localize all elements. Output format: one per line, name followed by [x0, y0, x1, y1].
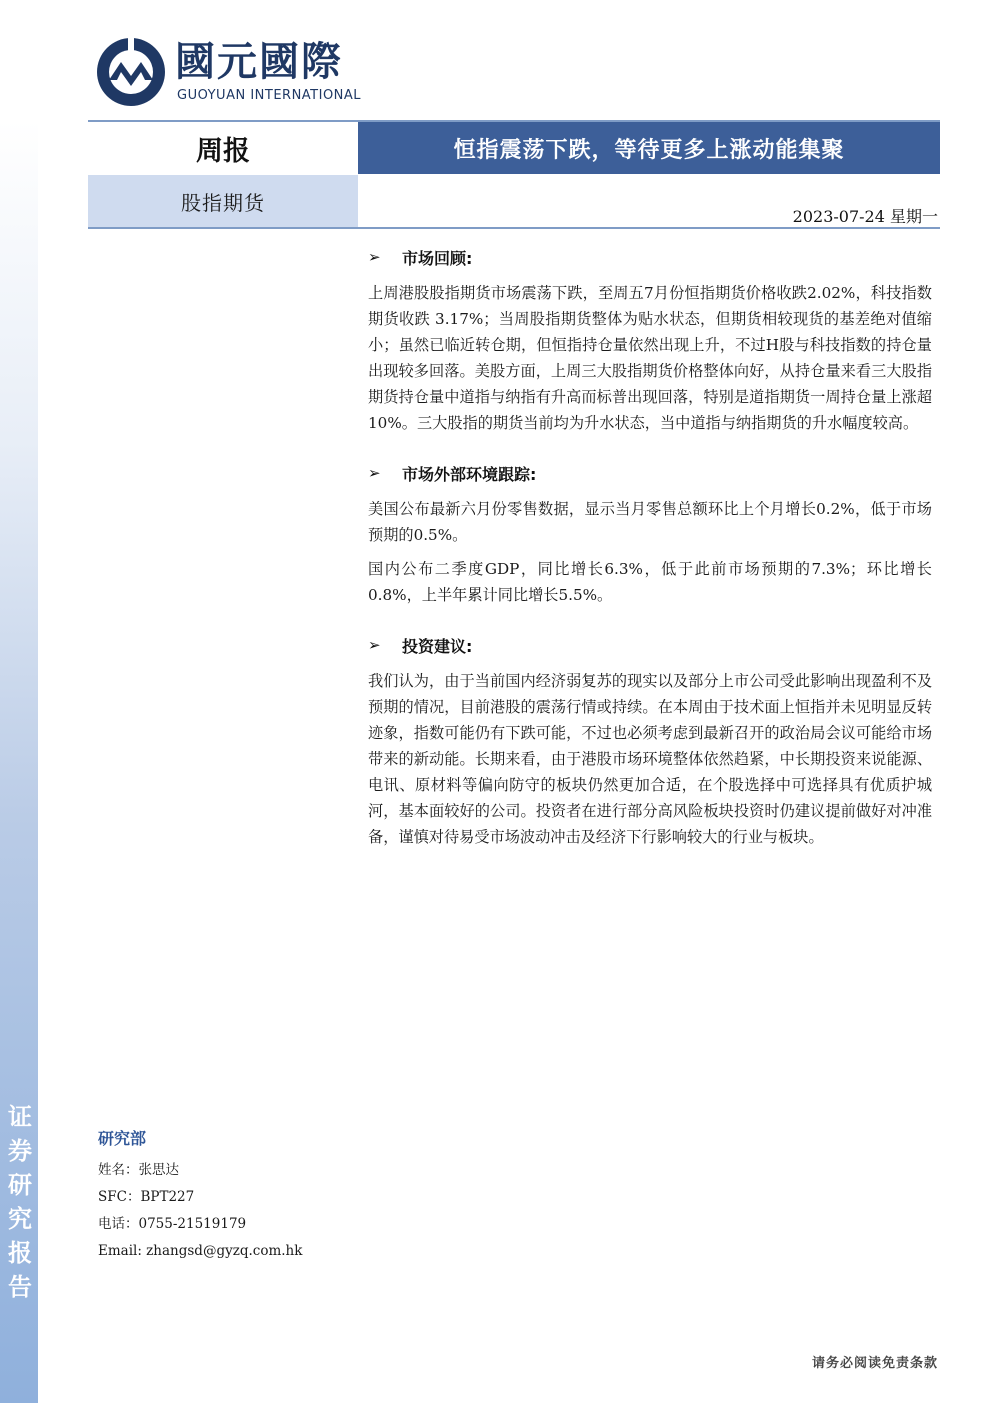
analyst-name: 姓名：张思达 [98, 1162, 179, 1178]
logo-mark-icon [95, 36, 167, 108]
analyst-phone: 电话：0755-21519179 [98, 1216, 247, 1232]
paragraph: 国内公布二季度GDP，同比增长6.3%，低于此前市场预期的7.3%；环比增长0.8%，上半年累计同比增长5.5%。 [368, 560, 932, 604]
section-heading [368, 628, 932, 662]
paragraph: 我们认为，由于当前国内经济弱复苏的现实以及部分上市公司受此影响出现盈利不及预期的情况，目前港股的震荡行情或持续。在本周由于技术面上恒指并未见明显反转迹象，指数可能仍有下跌可能，不过也必须考虑到最新召开的政治局会议可能给市场带来的新动能。长期来看，由于港股市场环境整体依然趋紧，中长期投资来说能源、电讯、原材料等偏向防守的板块仍然更加合适，在个股选择中可选择具有优质护城河，基本面较好的公司。投资者在进行部分高风险板块投资时仍建议提前做好对冲准备，谨慎对待易受市场波动冲击及经济下行影响较大的行业与板块。 [368, 672, 932, 846]
disclaimer-link[interactable]: 请务必阅读免责条款 [811, 1356, 938, 1371]
report-category: 股指期货 [88, 175, 358, 227]
side-label [4, 1100, 36, 1304]
side-label-char: 告 [8, 1273, 32, 1301]
section-heading-text: 市场外部环境跟踪: [402, 464, 537, 484]
company-logo [95, 36, 365, 108]
section-heading-text: 市场回顾: [402, 248, 473, 268]
section-heading [368, 240, 932, 274]
report-date: 2023-07-24 星期一 [792, 207, 938, 226]
paragraph: 美国公布最新六月份零售数据，显示当月零售总额环比上个月增长0.2%，低于市场预期的0.5%。 [368, 500, 932, 544]
arrow-bullet-icon: ➢ [368, 248, 381, 266]
analyst-sfc: SFC：BPT227 [98, 1189, 195, 1205]
arrow-bullet-icon: ➢ [368, 636, 381, 654]
research-contact [98, 1126, 302, 1265]
logo-name-en: GUOYUAN INTERNATIONAL [177, 88, 362, 103]
section-heading [368, 456, 932, 490]
report-type: 周报 [196, 135, 250, 167]
side-label-char: 报 [8, 1239, 32, 1267]
side-label-char: 研 [8, 1171, 32, 1199]
logo-name-cn: 國元國際 [175, 39, 343, 85]
report-body [368, 240, 932, 858]
side-label-char: 证 [8, 1103, 32, 1131]
report-title: 恒指震荡下跌，等待更多上涨动能集聚 [358, 122, 940, 174]
header-bottom-rule [88, 227, 940, 229]
analyst-email[interactable]: Email: zhangsd@gyzq.com.hk [98, 1243, 303, 1259]
side-label-char: 券 [8, 1137, 32, 1165]
paragraph: 上周港股股指期货市场震荡下跌，至周五7月份恒指期货价格收跌2.02%，科技指数期货收跌 3.17%；当周股指期货整体为贴水状态，但期货相较现货的基差绝对值缩小；虽然已临近转仓期，但恒指持仓量依然出现上升，不过H股与科技指数的持仓量出现较多回落。美股方面，上周三大股指期货价格整体向好，从持仓量来看三大股指期货持仓量中道指与纳指有升高而标普出现回落，特别是道指期货一周持仓量上涨超10%。三大股指的期货当前均为升水状态，当中道指与纳指期货的升水幅度较高。 [368, 284, 932, 432]
section-heading-text: 投资建议: [402, 636, 473, 656]
department-title: 研究部 [98, 1129, 147, 1148]
arrow-bullet-icon: ➢ [368, 464, 381, 482]
side-label-char: 究 [8, 1205, 32, 1233]
